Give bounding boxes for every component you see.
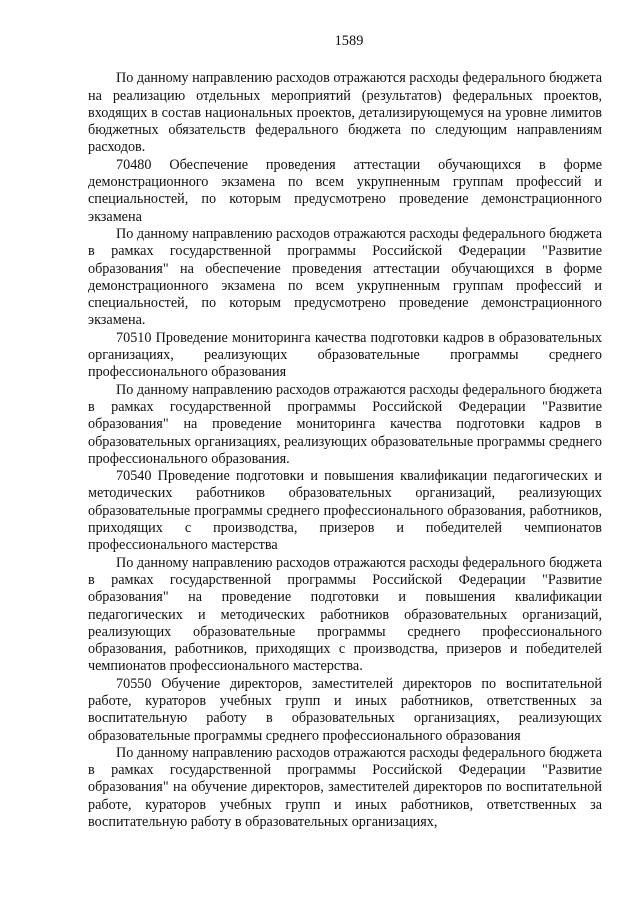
paragraph-description-70540: По данному направлению расходов отражаются расходы федерального бюджета в рамках государственной программы Российской Федерации "Развитие образования" на проведение подготовки и повышения квалификации педагогических и методических работников образовательных организаций, реализующих образовательные программы среднего профессионального образования, работников, приходящих с производства, призеров и победителей чемпионатов профессионального мастерства. (88, 554, 602, 675)
paragraph-description-70480: По данному направлению расходов отражаются расходы федерального бюджета в рамках государственной программы Российской Федерации "Развитие образования" на обеспечение проведения аттестации обучающихся в форме демонстрационного экзамена по всем укрупненным группам профессий и специальностей, по которым предусмотрено проведение демонстрационного экзамена. (88, 225, 602, 329)
paragraph-code-70540: 70540 Проведение подготовки и повышения квалификации педагогических и методических работников образовательных организаций, реализующих образовательные программы среднего профессионального образования, работников, приходящих с производства, призеров и победителей чемпионатов профессионального мастерства (88, 468, 602, 554)
paragraph-code-70510: 70510 Проведение мониторинга качества подготовки кадров в образовательных организациях, реализующих образовательные программы среднего профессионального образования (88, 329, 602, 381)
paragraph-code-70480: 70480 Обеспечение проведения аттестации обучающихся в форме демонстрационного экзамена по всем укрупненным группам профессий и специальностей, по которым предусмотрено проведение демонстрационного экзамена (88, 156, 602, 225)
paragraph-intro: По данному направлению расходов отражаются расходы федерального бюджета на реализацию отдельных мероприятий (результатов) федеральных проектов, входящих в состав национальных проектов, детализирующемуся на уровне лимитов бюджетных обязательств федерального бюджета по следующим направлениям расходов. (88, 70, 602, 156)
paragraph-description-70550: По данному направлению расходов отражаются расходы федерального бюджета в рамках государственной программы Российской Федерации "Развитие образования" на обучение директоров, заместителей директоров по воспитательной работе, кураторов учебных групп и иных работников, ответственных за воспитательную работу в образовательных организациях, (88, 744, 602, 831)
paragraph-code-70550: 70550 Обучение директоров, заместителей директоров по воспитательной работе, кураторов учебных групп и иных работников, ответственных за воспитательную работу в образовательных организациях, реализующих образовательные программы среднего профессионального образования (88, 675, 602, 744)
paragraph-description-70510: По данному направлению расходов отражаются расходы федерального бюджета в рамках государственной программы Российской Федерации "Развитие образования" на проведение мониторинга качества подготовки кадров в образовательных организациях, реализующих образовательные программы среднего профессионального образования. (88, 381, 602, 467)
page-number: 1589 (334, 33, 364, 49)
